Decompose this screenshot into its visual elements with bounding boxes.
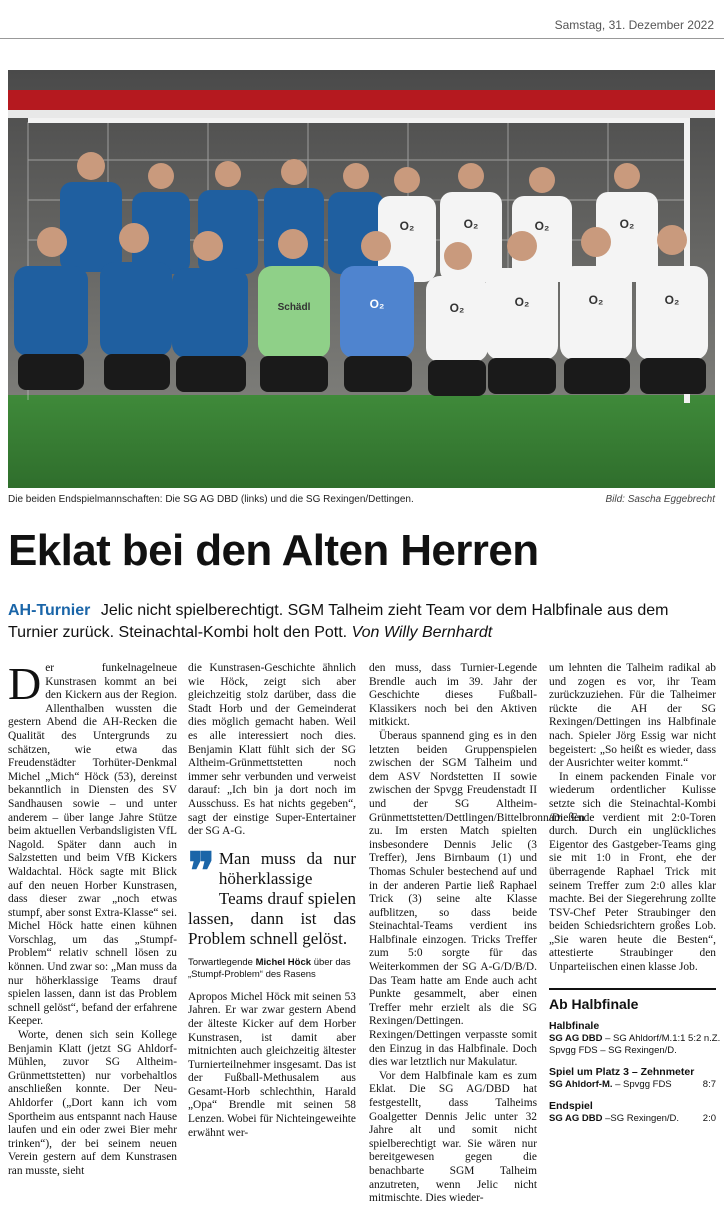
- jersey-sponsor-label: O₂: [514, 295, 530, 309]
- results-section-heading: Endspiel: [549, 1100, 593, 1112]
- paragraph: Überaus spannend ging es in den letzten beiden Gruppenspielen zwischen der SGM Talheim und dem ASV Nordstetten II sowie zwischen der Spvgg Freudenstadt II und der SG Altheim-Grünmettstetten/Dettlingen/Bittelbronn/Dießen zu. Im ersten Match spielten insbesondere Dennis Jelic (3 Treffer), Jens Birnbaum (1) und Thomas Schuler bestechend auf und in der anderen Partie ließ Raphael Trick (3) seine alte Klasse aufblitzen, so dass beide Steinachtal-Teams verdient ins Halbfinale einzogen. Tricks Treffer zum 5:0 sorgte für das Weiterkommen der SG A-G/D/B/D. Das Team hatte am Ende auch acht Punkte gesammelt, aber einen Treffer mehr erzielt als die SG Rexingen/Dettingen. Rexingen/Dettingen verpasste somit den Einzug in das Halbfinale. Doch dies war letztlich nur Makulatur.: [369, 729, 585, 1069]
- jersey-sponsor-label: O₂: [619, 217, 635, 231]
- photo-caption: [8, 494, 715, 505]
- keeper-sponsor-label: Schädl: [277, 302, 311, 313]
- pull-quote-attribution: Torwartlegende Michel Höck über das „Stumpf-Problem“ des Rasens: [188, 956, 351, 980]
- pull-quote-text: Man muss da nur höherklassige Teams drauf spielen lassen, dann ist das Problem schnell gelöst.: [188, 848, 356, 948]
- caption-text: Die beiden Endspielmannschaften: Die SG AG DBD (links) und die SG Rexingen/Dettingen.: [8, 494, 414, 505]
- paragraph: Vor dem Halbfinale kam es zum Eklat. Die SG AG/DBD hat festgestellt, dass Talheims Goalgetter Dennis Jelic unter 32 Jahre alt und somit nicht spielberechtigt war. Sie wären nur bereitgewesen gegen die benachbarte SGM Talheim anzutreten, wenn Jelic nicht mitmischte. Dies wieder-: [369, 1069, 537, 1205]
- results-title: Ab Halbfinale: [549, 988, 716, 1012]
- jersey-sponsor-label: O₂: [399, 219, 415, 233]
- paragraph: Der funkelnagelneue Kunstrasen kommt an bei den Kickern aus der Region. Allenthalben wussten die gestern Abend die AH-Recken die Qualität des Untergrunds zu schätzen, wie etwa das Freudenstädter Torhüter-Denkmal Michel „Mich“ Höck (53), dereinst bekanntlich in Diensten des SV Sandhausen sowie – und unter anderem – über lange Jahre Stütze beim aktuellen Verbandsligisten VfL Nagold. Später dann auch in Salzstetten und beim VfB Kickers Waldachtal. Höck sagte mit Blick auf den neuen Horber Kunstrasen, dass dieser zwar „noch etwas stumpf, aber sonst Extra-Klasse“ sei. Michel Höck hatte einen kühnen Vorschlag, um das „Stumpf-Problem“ relativ schnell lösen zu können. Und zwar so: „Man muss da nur höherklassige Teams drauf spielen lassen, dann ist das Problem schnell gelöst“, befand der erfahrene Keeper.: [8, 658, 177, 1028]
- lede-text: Jelic nicht spielberechtigt. SGM Talheim zieht Team vor dem Halbfinale aus dem Turnier zurück. Steinachtal-Kombi holt den Pott.: [8, 602, 669, 641]
- team-photo: [8, 70, 715, 488]
- article-column-2: [188, 662, 356, 1140]
- jersey-sponsor-label: O₂: [369, 297, 385, 311]
- lede: [8, 600, 708, 644]
- jersey-sponsor-label: O₂: [449, 301, 465, 315]
- results-section: [549, 1100, 716, 1125]
- result-row: SG AG DBD – SG Ahldorf/M. 1:1 5:2 n.Z.: [549, 1033, 721, 1044]
- results-section-heading: Halbfinale: [549, 1020, 600, 1032]
- quote-mark-icon: ❞: [188, 842, 215, 899]
- jersey-sponsor-label: O₂: [463, 217, 479, 231]
- jersey-sponsor-label: O₂: [664, 293, 680, 307]
- header-rule: [0, 38, 724, 39]
- drop-cap: D: [8, 658, 42, 709]
- result-row: SG Ahldorf-M. – Spvgg FDS 8:7: [549, 1079, 716, 1090]
- paragraph: die Kunstrasen-Geschichte ähnlich wie Höck, zeigt sich aber gleichzeitig stolz darüber, dass die Stadt Horb und der Gemeinderat dies möglich gemacht haben. Weil es alle interessiert noch dies. Benjamin Klatt fühlt sich der SG Altheim-Grünmettstetten noch immer sehr verbunden und verweist darauf: „Ich bin ja dort noch im Ausschuss. Es hat nichts gegeben“, sagt der einstige Super-Entertainer der SG A-G.: [188, 662, 356, 838]
- results-section-heading: Spiel um Platz 3 – Zehnmeter: [549, 1066, 695, 1078]
- photo-credit: Bild: Sascha Eggebrecht: [605, 494, 715, 505]
- paragraph: den muss, dass Turnier-Legende Brendle auch im 39. Jahr der Geschichte dieses Fußball-Klassikers noch bei den Aktiven mitkickt.: [369, 662, 537, 729]
- result-row: SG AG DBD –SG Rexingen/D. 2:0: [549, 1113, 716, 1124]
- results-box: [549, 988, 721, 1134]
- article-column-4: [549, 662, 716, 975]
- issue-date: Samstag, 31. Dezember 2022: [554, 18, 714, 32]
- kicker: AH-Turnier: [8, 602, 91, 619]
- pull-quote: [188, 842, 356, 949]
- results-section: [549, 1066, 716, 1091]
- paragraph: um lehnten die Talheim radikal ab und zogen es vor, ihr Team zurückzuziehen. Für die Talheimer rückte die AH der SG Rexingen/Dettingen ins Halbfinale nach. Spieler Jörg Essig war nicht begeistert: „So heißt es wieder, dass der Ausrichter weiter kommt.“: [549, 662, 716, 770]
- results-section: [549, 1020, 721, 1057]
- headline: Eklat bei den Alten Herren: [8, 526, 539, 575]
- author-byline: Von Willy Bernhardt: [351, 624, 493, 641]
- paragraph: In einem packenden Finale vor wiederum ordentlicher Kulisse setzte sich die Steinachtal-Kombi am Ende verdient mit 2:0-Toren durch. Durch ein unglückliches Eigentor des Gastgeber-Teams ging sie mit 1:0 in Front, ehe der überragende Raphael Trick mit seinem Treffer zum 2:0 alles klar machte. Bei der Siegerehrung zollte TSV-Chef Peter Straubinger den beiden Schiedsrichtern großes Lob. „Sie waren heute die Besten“, attestierte Straubinger den Unparteiischen einen klasse Job.: [549, 770, 716, 974]
- paragraph: Apropos Michel Höck mit seinen 53 Jahren. Er war zwar gestern Abend der älteste Kicker auf dem Horber Kunstrasen, ist damit aber mitnichten auch gleichzeitig ältester Turnierteilnehmer insgesamt. Das ist der Fußball-Methusalem aus Gesamt-Horb schlechthin, Harald „Opa“ Brendle mit seinen 58 Lenzen. Wobei für Nichteingeweihte erwähnt wer-: [188, 990, 356, 1139]
- result-row: Spvgg FDS – SG Rexingen/D.: [549, 1045, 677, 1056]
- team-photo-illustration: [8, 70, 715, 488]
- jersey-sponsor-label: O₂: [534, 219, 550, 233]
- article-column-1: [8, 658, 177, 1179]
- jersey-sponsor-label: O₂: [588, 293, 604, 307]
- paragraph: Worte, denen sich sein Kollege Benjamin Klatt (jetzt SG Ahldorf-Mühlen, zuvor SG Altheim-Grünmettstetten) nur vorbehaltlos anschließen konnte. Der Neu-Ahldorfer („Dort kann ich vom Sportheim aus entspannt nach Hause laufen und ein oder zwei Bier mehr trinken“), der bei seinem neuen Verein gestern auf dem Kunstrasen ran musste, sieht: [8, 1029, 177, 1177]
